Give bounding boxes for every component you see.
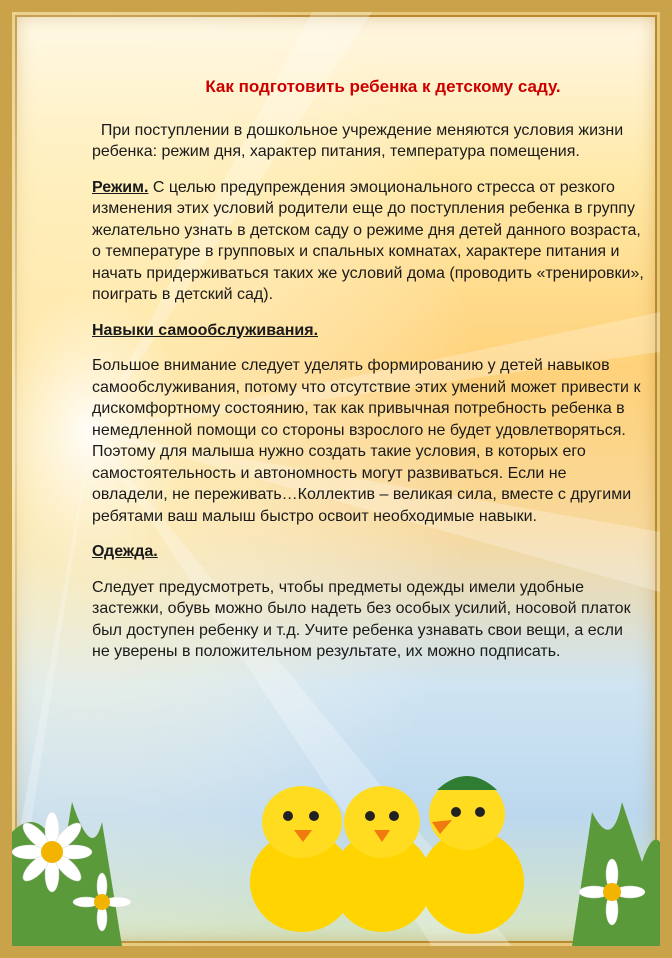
regime-heading: Режим. <box>92 178 149 196</box>
selfcare-heading-paragraph <box>92 320 644 342</box>
intro-paragraph <box>92 120 644 163</box>
chicks-and-daisies-illustration <box>12 742 660 946</box>
page-title: Как подготовить ребенка к детскому саду. <box>205 77 561 96</box>
clothes-text: Следует предусмотреть, чтобы предметы одежды имели удобные застежки, обувь можно было надеть без особых усилий, носовой платок был доступен ребенку и т.д. Учите ребенка узнавать свои вещи, а если не уверены в положительном результате, их можно подписать. <box>92 578 631 660</box>
regime-paragraph <box>92 177 644 306</box>
selfcare-heading: Навыки самообслуживания. <box>92 321 319 339</box>
chick-2 <box>332 786 432 932</box>
article <box>92 76 644 677</box>
selfcare-text: Большое внимание следует уделять формированию у детей навыков самообслуживания, потому что отсутствие этих умений может привести к дискомфортному состоянию, так как привычная потребность ребенка в немедленной помощи со стороны взрослого не будет удовлетворяться. Поэтому для малыша нужно создать такие условия, в которых его самостоятельность и автономность могут развиваться. Если не овладели, не переживать…Коллектив – великая сила, вместе с другими ребятами ваш малыш быстро освоит необходимые навыки. <box>92 357 641 525</box>
regime-text: С целью предупреждения эмоционального стресса от резкого изменения этих условий родители еще до поступления ребенка в группу желательно узнать в детском саду о режиме дня детей данного возраста, о температуре в групповых и спальных комнатах, характере питания и начать придерживаться таких же условий дома (проводить «тренировки», поиграть в детский сад). <box>92 178 644 303</box>
chick-3 <box>420 776 524 934</box>
clothes-heading-paragraph <box>92 541 644 563</box>
clothes-heading: Одежда. <box>92 543 158 560</box>
intro-text: При поступлении в дошкольное учреждение меняются условия жизни ребенка: режим дня, характер питания, температура помещения. <box>92 121 624 160</box>
